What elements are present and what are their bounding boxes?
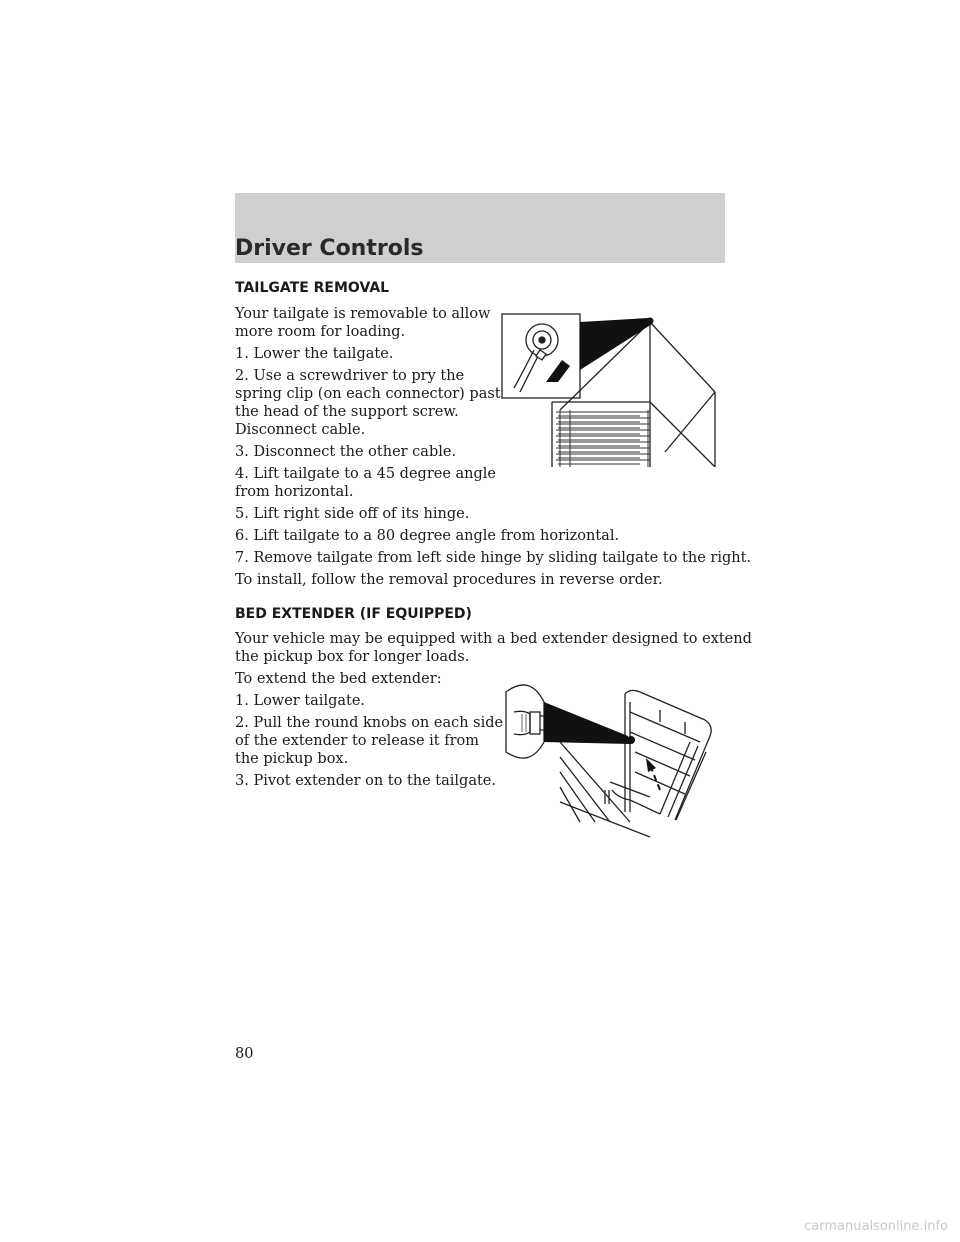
tailgate-removal-heading: TAILGATE REMOVAL (235, 280, 390, 296)
tailgate-step-7: 7. Remove tailgate from left side hinge by sliding tailgate to the right. (235, 550, 752, 566)
bed-extender-intro-line-2: the pickup box for longer loads. (235, 649, 470, 665)
bed-extender-step-3: 3. Pivot extender on to the tailgate. (235, 773, 496, 789)
bed-extender-heading: BED EXTENDER (IF EQUIPPED) (235, 606, 472, 622)
tailgate-intro-line-2: more room for loading. (235, 324, 406, 340)
section-title: Driver Controls (235, 236, 424, 261)
tailgate-step-3: 3. Disconnect the other cable. (235, 444, 457, 460)
tailgate-intro-line-1: Your tailgate is removable to allow (235, 306, 491, 322)
tailgate-step-4-line-2: from horizontal. (235, 484, 354, 500)
tailgate-step-2-line-2: spring clip (on each connector) past (235, 386, 501, 402)
bed-extender-lead: To extend the bed extender: (235, 671, 442, 687)
watermark: carmanualsonline.info (804, 1219, 948, 1234)
bed-extender-intro-line-1: Your vehicle may be equipped with a bed extender designed to extend (235, 631, 752, 647)
tailgate-step-1: 1. Lower the tailgate. (235, 346, 394, 362)
bed-extender-step-2-line-2: of the extender to release it from (235, 733, 479, 749)
page-number: 80 (235, 1046, 254, 1062)
tailgate-step-5: 5. Lift right side off of its hinge. (235, 506, 470, 522)
tailgate-step-2-line-4: Disconnect cable. (235, 422, 366, 438)
bed-extender-step-2-line-1: 2. Pull the round knobs on each side (235, 715, 504, 731)
bed-extender-illustration (500, 672, 725, 842)
bed-extender-step-2-line-3: the pickup box. (235, 751, 349, 767)
tailgate-cable-illustration (500, 312, 725, 467)
tailgate-step-2-line-1: 2. Use a screwdriver to pry the (235, 368, 465, 384)
tailgate-step-2-line-3: the head of the support screw. (235, 404, 459, 420)
tailgate-step-6: 6. Lift tailgate to a 80 degree angle from horizontal. (235, 528, 620, 544)
tailgate-install-note: To install, follow the removal procedures in reverse order. (235, 572, 663, 588)
bed-extender-step-1: 1. Lower tailgate. (235, 693, 366, 709)
tailgate-step-4-line-1: 4. Lift tailgate to a 45 degree angle (235, 466, 497, 482)
